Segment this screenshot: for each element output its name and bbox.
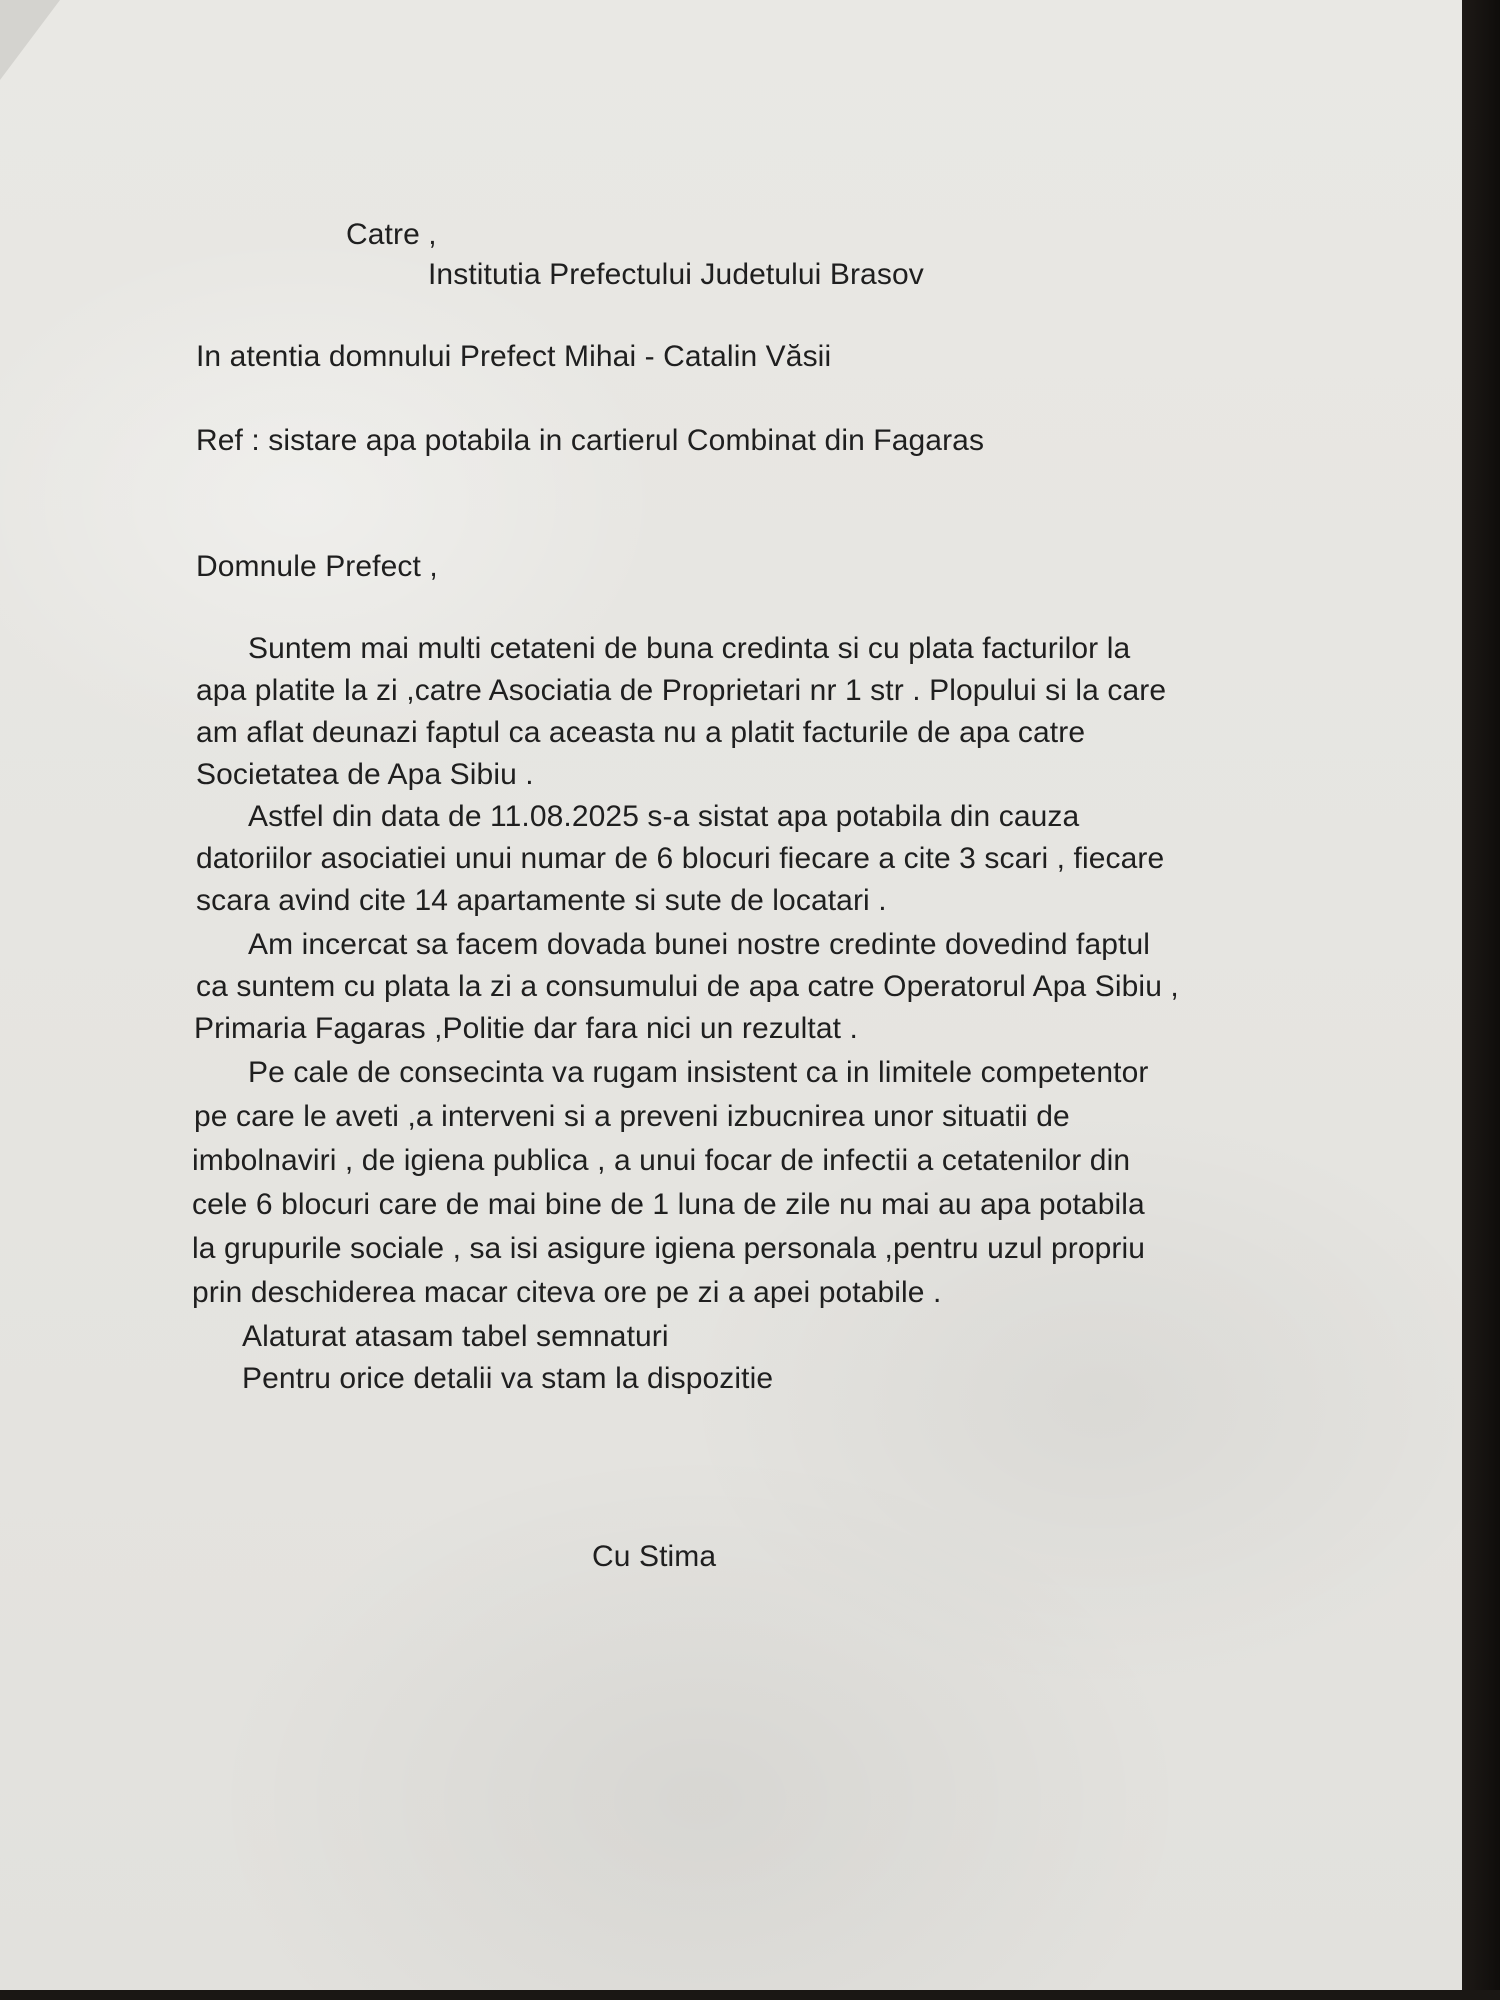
body-line: la grupurile sociale , sa isi asigure igiena personala ,pentru uzul propriu (192, 1232, 1146, 1265)
salutation: Domnule Prefect , (196, 550, 438, 583)
body-line: Pentru orice detalii va stam la dispozitie (242, 1362, 774, 1395)
closing: Cu Stima (592, 1540, 717, 1573)
attention-line: In atentia domnului Prefect Mihai - Catalin Văsii (196, 340, 832, 373)
recipient-institution: Institutia Prefectului Judetului Brasov (428, 258, 924, 291)
body-line: apa platite la zi ,catre Asociatia de Proprietari nr 1 str . Plopului si la care (196, 674, 1167, 707)
body-line: Primaria Fagaras ,Politie dar fara nici un rezultat . (194, 1012, 858, 1045)
body-line: prin deschiderea macar citeva ore pe zi a apei potabile . (192, 1276, 942, 1309)
body-line: Suntem mai multi cetateni de buna credinta si cu plata facturilor la (248, 632, 1131, 665)
background-bottom (0, 1990, 1500, 2000)
body-line: cele 6 blocuri care de mai bine de 1 luna de zile nu mai au apa potabila (192, 1188, 1145, 1221)
body-line: datoriilor asociatiei unui numar de 6 blocuri fiecare a cite 3 scari , fiecare (196, 842, 1165, 875)
body-line: Pe cale de consecinta va rugam insistent ca in limitele competentor (248, 1056, 1149, 1089)
body-line: scara avind cite 14 apartamente si sute de locatari . (196, 884, 887, 917)
background-edge (1462, 0, 1500, 2000)
body-line: imbolnaviri , de igiena publica , a unui focar de infectii a cetatenilor din (192, 1144, 1131, 1177)
reference-line: Ref : sistare apa potabila in cartierul Combinat din Fagaras (196, 424, 985, 457)
body-line: Astfel din data de 11.08.2025 s-a sistat apa potabila din cauza (248, 800, 1080, 833)
recipient-label: Catre , (346, 218, 437, 251)
body-line: Societatea de Apa Sibiu . (196, 758, 534, 791)
body-line: Am incercat sa facem dovada bunei nostre credinte dovedind faptul (248, 928, 1151, 961)
body-line: Alaturat atasam tabel semnaturi (242, 1320, 669, 1353)
body-line: pe care le aveti ,a interveni si a preveni izbucnirea unor situatii de (194, 1100, 1070, 1133)
body-line: ca suntem cu plata la zi a consumului de apa catre Operatorul Apa Sibiu , (196, 970, 1179, 1003)
body-line: am aflat deunazi faptul ca aceasta nu a platit facturile de apa catre (196, 716, 1086, 749)
folded-corner (0, 0, 60, 80)
